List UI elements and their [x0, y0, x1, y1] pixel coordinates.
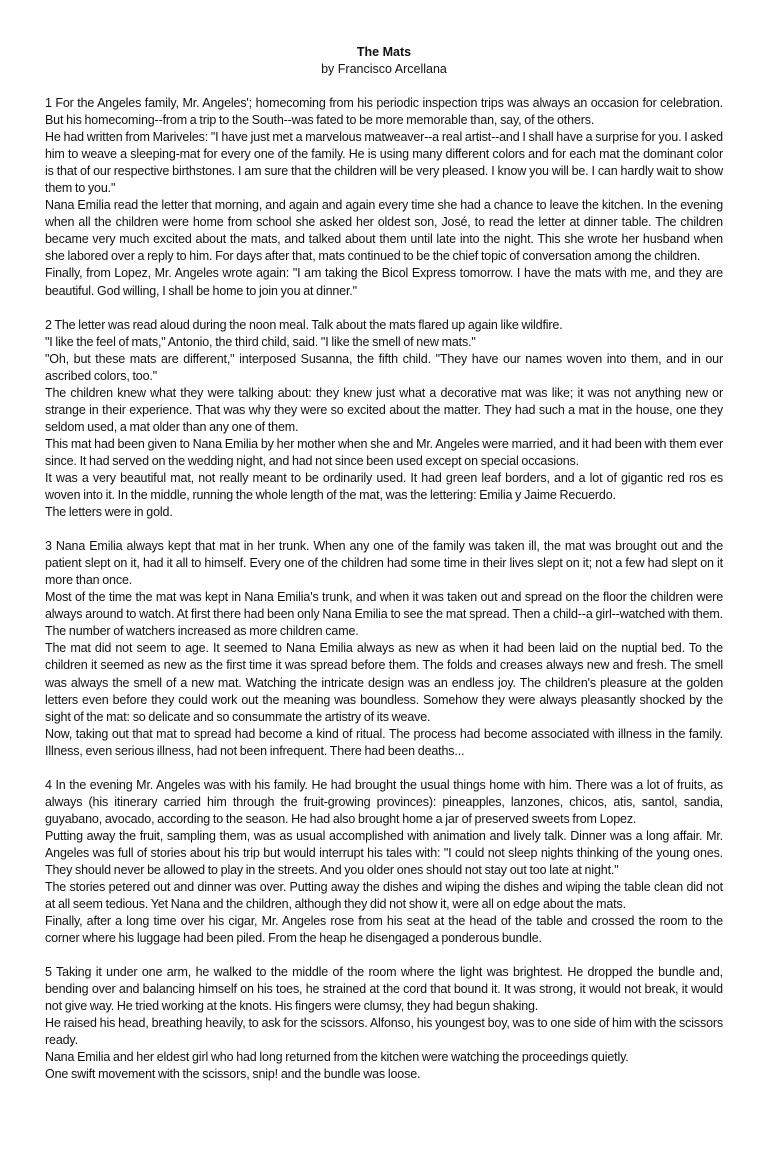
paragraph: The letters were in gold. — [45, 505, 173, 520]
section-4 — [45, 777, 723, 947]
paragraph: The mat did not seem to age. It seemed to Nana Emilia always as new as when it had been laid on the nuptial bed. To the children it seemed as new as the first time it was spread before them. The folds and creases always new and fresh. The smell was always the smell of a new mat. Watching the intricate design was an endless joy. The children's pleasure at the golden letters even before they could work out the meaning was boundless. Somehow they were always pleasantly shocked by the sight of the mat: so delicate and so consummate the artistry of its weave. — [45, 641, 723, 724]
paragraph: Nana Emilia and her eldest girl who had long returned from the kitchen were watching the proceedings quietly. — [45, 1050, 629, 1065]
section-3 — [45, 538, 723, 760]
document-page — [45, 44, 723, 1101]
paragraph: 4 In the evening Mr. Angeles was with his family. He had brought the usual things home with him. There was a lot of fruits, as always (his itinerary carried him through the fruit-growing provinces): pineapples, lanzones, chicos, atis, santol, sandia, guyabano, avocado, according to the season. He had also brought home a jar of preserved sweets from Lopez. — [45, 777, 723, 826]
document-byline: by Francisco Arcellana — [321, 62, 447, 76]
paragraph: Now, taking out that mat to spread had become a kind of ritual. The process had become associated with illness in the family. Illness, even serious illness, had not been infrequent. There had been deaths... — [45, 726, 723, 758]
paragraph: 2 The letter was read aloud during the noon meal. Talk about the mats flared up again like wildfire. — [45, 317, 563, 332]
section-2 — [45, 317, 723, 522]
paragraph: Most of the time the mat was kept in Nana Emilia's trunk, and when it was taken out and spread on the floor the children were always around to watch. At first there had been only Nana Emilia to see the mat spread. Then a child--a girl--watched with them. The number of watchers increased as more children came. — [45, 590, 723, 639]
paragraph: The stories petered out and dinner was over. Putting away the dishes and wiping the dishes and wiping the table clean did not at all seem tedious. Yet Nana and the children, although they did not show it, were all on edge about the mats. — [45, 880, 723, 912]
paragraph: Finally, after a long time over his cigar, Mr. Angeles rose from his seat at the head of the table and crossed the room to the corner where his luggage had been piled. From the heap he disengaged a ponderous bundle. — [45, 914, 723, 946]
paragraph: "Oh, but these mats are different," interposed Susanna, the fifth child. "They have our names woven into them, and in our ascribed colors, too." — [45, 351, 723, 383]
section-5 — [45, 964, 723, 1083]
paragraph: 1 For the Angeles family, Mr. Angeles'; homecoming from his periodic inspection trips was always an occasion for celebration. But his homecoming--from a trip to the South--was fated to be more memorable than, say, of the others. — [45, 96, 723, 128]
paragraph: It was a very beautiful mat, not really meant to be ordinarily used. It had green leaf borders, and a lot of gigantic red ros es woven into it. In the middle, running the whole length of the mat, was the lettering: Emilia y Jaime Recuerdo. — [45, 470, 723, 503]
paragraph: "I like the feel of mats," Antonio, the third child, said. "I like the smell of new mats." — [45, 334, 476, 349]
paragraph: The children knew what they were talking about: they knew just what a decorative mat was like; it was not anything new or strange in their experience. That was why they were so excited about the matter. They had such a mat in the house, one they seldom used, a mat older than any one of them. — [45, 385, 723, 434]
paragraph: Finally, from Lopez, Mr. Angeles wrote again: "I am taking the Bicol Express tomorrow. I have the mats with me, and they are beautiful. God willing, I shall be home to join you at dinner." — [45, 266, 723, 298]
paragraph: 5 Taking it under one arm, he walked to the middle of the room where the light was brightest. He dropped the bundle and, bending over and balancing himself on his toes, he strained at the cord that bound it. It was strong, it would not break, it would not give way. He tried working at the knots. His fingers were clumsy, they had begun shaking. — [45, 965, 723, 1014]
section-1 — [45, 95, 723, 300]
document-title: The Mats — [356, 45, 412, 59]
paragraph: This mat had been given to Nana Emilia by her mother when she and Mr. Angeles were married, and it had been with them ever since. It had served on the wedding night, and had not since been used except on special occasions. — [45, 436, 723, 468]
paragraph: Nana Emilia read the letter that morning, and again and again every time she had a chance to leave the kitchen. In the evening when all the children were home from school she asked her oldest son, José, to read the letter at dinner table. The children became very much excited about the mats, and talked about them until late into the night. This she wrote her husband when she labored over a reply to him. For days after that, mats continued to be the chief topic of conversation among the children. — [45, 198, 723, 264]
paragraph: Putting away the fruit, sampling them, was as usual accomplished with animation and lively talk. Dinner was a long affair. Mr. Angeles was full of stories about his trip but would interrupt his tales with: "I could not sleep nights thinking of the young ones. They should never be allowed to play in the streets. And you older ones should not stay out too late at night." — [45, 828, 723, 877]
paragraph: He had written from Mariveles: "I have just met a marvelous matweaver--a real artist--and I shall have a surprise for you. I asked him to weave a sleeping-mat for every one of the family. He is using many different colors and for each mat the dominant color is that of our respective birthstones. I am sure that the children will be very pleased. I know you will be. I can hardly wait to show them to you." — [45, 130, 723, 196]
paragraph: 3 Nana Emilia always kept that mat in her trunk. When any one of the family was taken ill, the mat was brought out and the patient slept on it, had it all to himself. Every one of the children had some time in their lives slept on it; not a few had slept on it more than once. — [45, 539, 723, 588]
paragraph: He raised his head, breathing heavily, to ask for the scissors. Alfonso, his youngest boy, was to one side of him with the scissors ready. — [45, 1016, 723, 1048]
paragraph: One swift movement with the scissors, snip! and the bundle was loose. — [45, 1067, 421, 1082]
